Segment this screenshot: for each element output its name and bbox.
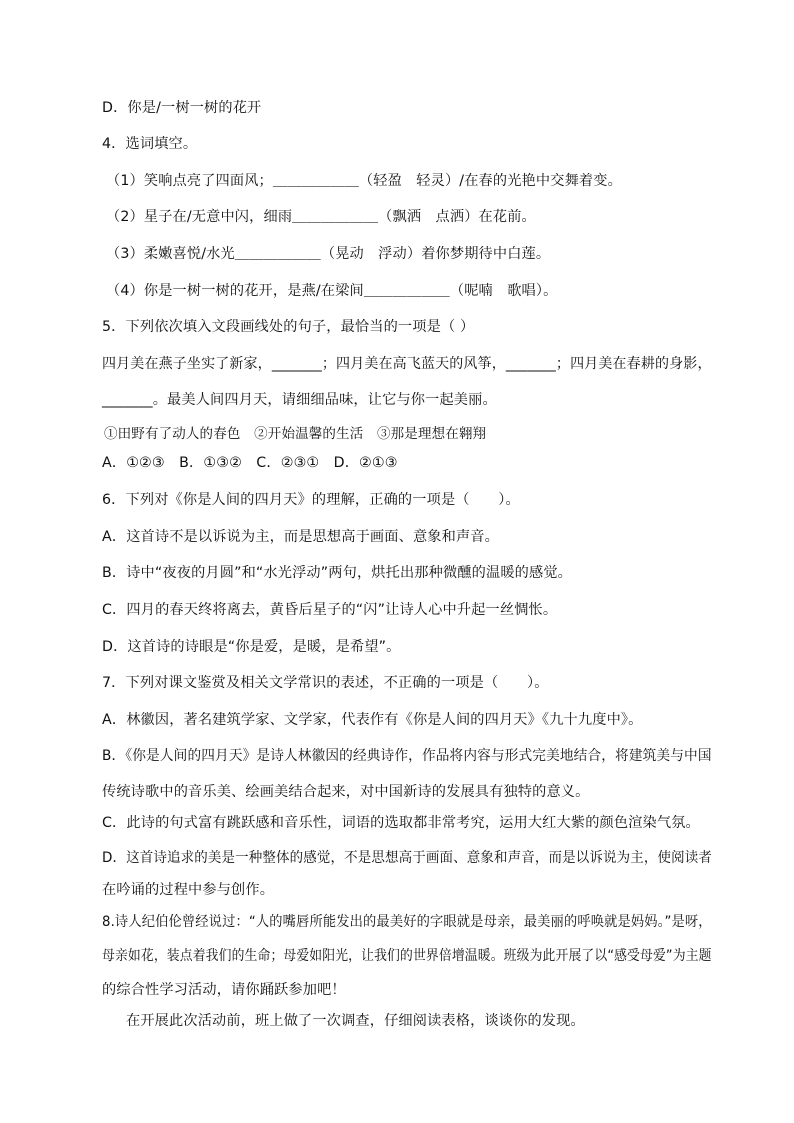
q3-option-d: D．你是/一树一树的花开 [102, 100, 262, 116]
q4-item-4: （4）你是一树一树的花开，是燕/在梁间＿＿＿＿＿＿（呢喃 歌唱）。 [106, 283, 558, 299]
q7-option-b-line1: B．《你是人间的四月天》是诗人林徽因的经典诗作，作品将内容与形式完美地结合，将建筑美与中国 [102, 748, 712, 764]
q7-option-b-line2: 传统诗歌中的音乐美、绘画美结合起来，对中国新诗的发展具有独特的意义。 [102, 784, 590, 800]
q8-line3: 的综合性学习活动，请你踊跃参加吧！ [102, 982, 346, 998]
q5-options: A．①②③ B．①③② C．②③① D．②①③ [102, 455, 398, 471]
q5-passage-line1: 四月美在燕子坐实了新家，_______；四月美在高飞蓝天的风筝，_______；四月美在春耕的身影， [102, 356, 712, 372]
q5-title: 5．下列依次填入文段画线处的句子，最恰当的一项是（ ） [102, 319, 475, 335]
q8-line4: 在开展此次活动前，班上做了一次调查，仔细阅读表格，谈谈你的发现。 [126, 1013, 585, 1029]
q6-option-a: A．这首诗不是以诉说为主，而是思想高于画面、意象和声音。 [102, 529, 499, 545]
q7-option-c: C．此诗的句式富有跳跃感和音乐性，词语的选取都非常考究，运用大红大紫的颜色渲染气氛。 [102, 815, 700, 831]
q7-option-a: A．林徽因，著名建筑学家、文学家，代表作有《你是人间的四月天》《九十九度中》。 [102, 712, 643, 728]
q6-option-b: B．诗中“夜夜的月圆”和“水光浮动”两句，烘托出那种微醺的温暖的感觉。 [102, 565, 573, 581]
q6-option-d: D．这首诗的诗眼是“你是爱，是暖，是希望”。 [102, 639, 401, 655]
q6-title: 6．下列对《你是人间的四月天》的理解，正确的一项是（ ）。 [102, 492, 520, 508]
q8-line2: 母亲如花，装点着我们的生命；母爱如阳光，让我们的世界倍增温暖。班级为此开展了以“感受母爱”为主题 [102, 948, 712, 964]
q7-title: 7．下列对课文鉴赏及相关文学常识的表述，不正确的一项是（ ）。 [102, 675, 549, 691]
q4-item-1: （1）笑响点亮了四面风；＿＿＿＿＿＿（轻盈 轻灵）/在春的光艳中交舞着变。 [106, 173, 622, 189]
q7-option-d-line2: 在吟诵的过程中参与创作。 [102, 882, 275, 898]
q7-option-d-line1: D．这首诗追求的美是一种整体的感觉，不是思想高于画面、意象和声音，而是以诉说为主，使阅读者 [102, 850, 712, 866]
q4-item-3: （3）柔嫩喜悦/水光＿＿＿＿＿＿（晃动 浮动）着你梦期待中白莲。 [106, 246, 551, 262]
q5-passage-line2: _______。最美人间四月天，请细细品味，让它与你一起美丽。 [102, 392, 497, 408]
q5-sentences: ①田野有了动人的春色 ②开始温馨的生活 ③那是理想在翱翔 [104, 426, 487, 442]
q6-option-c: C．四月的春天终将离去，黄昏后星子的“闪”让诗人心中升起一丝惆怅。 [102, 602, 558, 618]
q4-item-2: （2）星子在/无意中闪，细雨＿＿＿＿＿＿（飘洒 点洒）在花前。 [106, 209, 536, 225]
q8-line1: 8.诗人纪伯伦曾经说过：“人的嘴唇所能发出的最美好的字眼就是母亲，最美丽的呼唤就是妈妈。”是呀， [102, 914, 712, 930]
q4-title: 4．选词填空。 [102, 136, 198, 152]
